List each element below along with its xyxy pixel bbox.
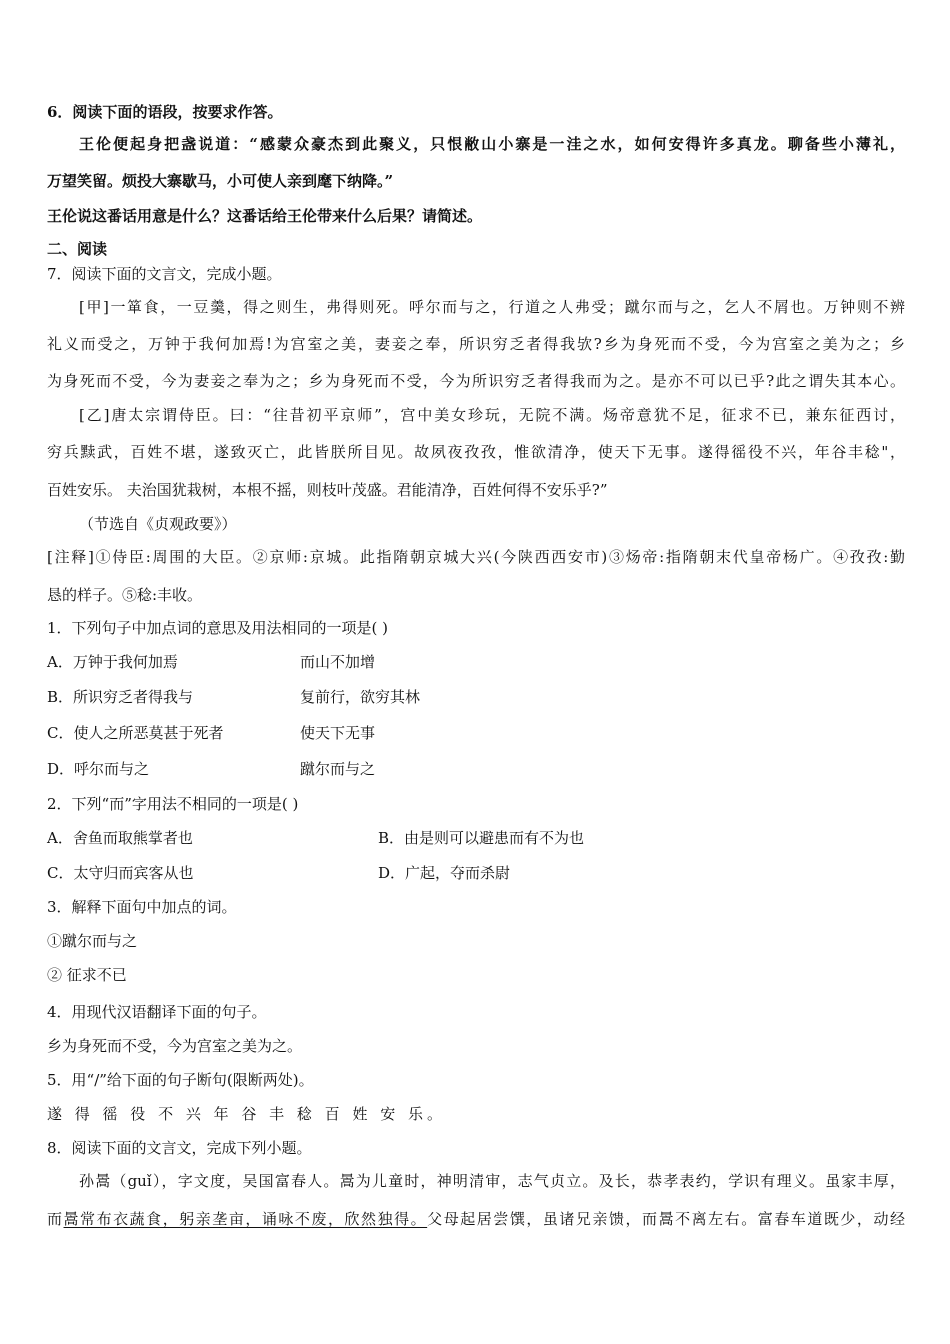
q6-quote-line1: 王伦便起身把盏说道：“感蒙众豪杰到此聚义，只恨敝山小寨是一洼之水，如何安得许多真龙。聊备些小薄礼， [79,135,905,153]
q6-quote-line2: 万望笑留。烦投大寨歇马，小可使人亲到麾下纳降。” [47,172,394,190]
sub1-option-b-pair: 复前行，欲穷其林 [300,688,421,706]
sub3-item1: ①蹴尔而与之 [47,932,138,950]
sub2-option-a: A．舍鱼而取熊掌者也 [47,829,193,847]
sub1-option-d: D．呼尔而与之 [47,760,150,778]
sub2-title: 2．下列“而”字用法不相同的一项是( ) [47,795,299,813]
sub2-option-b: B．由是则可以避患而有不为也 [378,829,585,847]
sub1-title: 1．下列句子中加点词的意思及用法相同的一项是( ) [47,619,389,637]
sub3-title: 3．解释下面句中加点的词。 [47,898,237,916]
q7-title: 7．阅读下面的文言文，完成小题。 [47,265,282,283]
q7-jia-line3: 为身死而不受，今为妻妾之奉为之；乡为身死而不受，今为所识穷乏者得我而为之。是亦不可以已乎?此之谓失其本心。 [47,372,905,390]
q8-underlined-sentence: 暠常布衣蔬食，躬亲垄亩，诵咏不废，欣然独得。 [63,1210,428,1228]
sub1-option-c-pair: 使天下无事 [300,724,376,742]
q8-line2 [47,1208,905,1230]
q8-line2-pre: 而 [47,1210,64,1228]
q7-notes-line1: [注释]①侍臣:周围的大臣。②京师:京城。此指隋朝京城大兴(今陕西西安市)③炀帝:指隋朝末代皇帝杨广。④孜孜:勤 [47,548,905,566]
sub2-option-d: D．广起，夺而杀尉 [378,864,511,882]
section-title: 二、阅读 [47,240,108,258]
sub1-option-b: B．所识穷乏者得我与 [47,688,194,706]
q7-yi-line2: 穷兵黩武，百姓不堪，遂致灭亡，此皆朕所目见。故夙夜孜孜，惟欲清净，使天下无事。遂得徭役不兴，年谷丰稔"， [47,443,905,461]
sub1-option-a-pair: 而山不加增 [300,653,376,671]
sub1-option-a: A．万钟于我何加焉 [47,653,178,671]
sub4-title: 4．用现代汉语翻译下面的句子。 [47,1003,267,1021]
sub1-option-d-pair: 蹴尔而与之 [300,760,376,778]
q6-title: 6．阅读下面的语段，按要求作答。 [47,103,283,121]
q8-line1: 孙暠（guǐ），字文度，吴国富春人。暠为儿童时，神明清审，志气贞立。及长，恭孝表约，学识有理义。虽家丰厚， [79,1172,905,1190]
q7-yi-line3: 百姓安乐。 夫治国犹栽树，本根不摇，则枝叶茂盛。君能清净，百姓何得不安乐乎?” [47,481,608,499]
sub2-option-c: C．太守归而宾客从也 [47,864,194,882]
q6-question: 王伦说这番话用意是什么？这番话给王伦带来什么后果？请简述。 [47,207,483,225]
q7-jia-line2: 礼义而受之，万钟于我何加焉!为宫室之美，妻妾之奉，所识穷乏者得我欤?乡为身死而不受，今为宫室之美为之；乡 [47,335,905,353]
q7-jia-line1: [甲]一箪食，一豆羹，得之则生，弗得则死。呼尔而与之，行道之人弗受；蹴尔而与之，乞人不屑也。万钟则不辨 [79,298,905,316]
sub4-sentence: 乡为身死而不受，今为宫室之美为之。 [47,1037,303,1055]
q8-line2-post: 父母起居尝馔，虽诸兄亲馈，而暠不离左右。富春车道既少，动经 [427,1210,905,1228]
q7-notes-line2: 恳的样子。⑤稔:丰收。 [47,586,203,604]
sub3-item2: ② 征求不已 [47,966,127,984]
sub1-option-c: C．使人之所恶莫甚于死者 [47,724,224,742]
q7-source: （节选自《贞观政要》） [79,515,237,533]
sub5-sentence: 遂 得 徭 役 不 兴 年 谷 丰 稔 百 姓 安 乐。 [47,1105,446,1123]
q8-title: 8．阅读下面的文言文，完成下列小题。 [47,1139,312,1157]
q7-yi-line1: [乙]唐太宗谓侍臣。曰：“往昔初平京师”，宫中美女珍玩，无院不满。炀帝意犹不足，征求不已，兼东征西讨， [79,406,905,424]
sub5-title: 5．用“/”给下面的句子断句(限断两处)。 [47,1071,314,1089]
